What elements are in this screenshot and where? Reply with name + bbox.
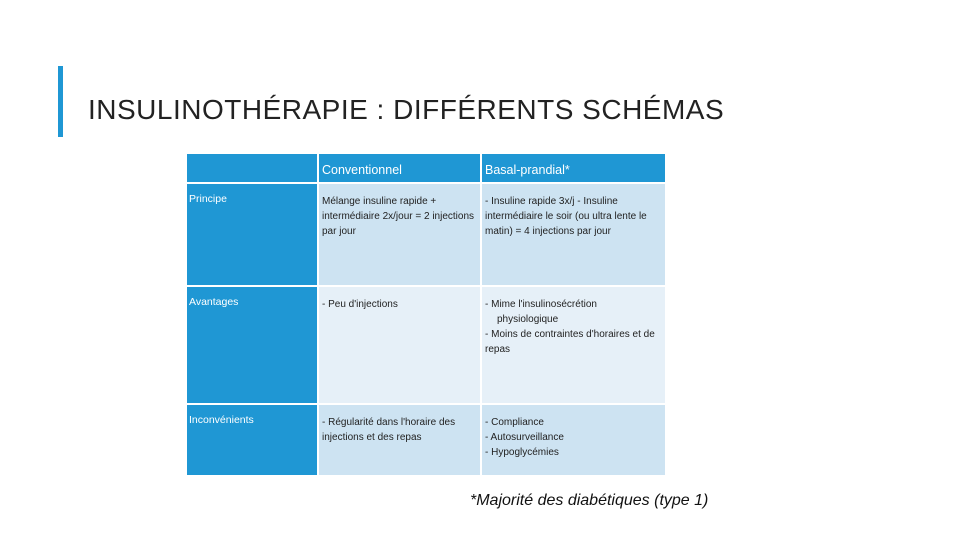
cell-inconvenients-conventionnel: - Régularité dans l'horaire des injections et des repas [318, 404, 481, 476]
table-row-avantages [186, 286, 666, 404]
cell-avantages-conventionnel: - Peu d'injections [318, 286, 481, 404]
cell-avantages-basal [481, 286, 666, 404]
table-row-inconvenients [186, 404, 666, 476]
row-label-inconvenients: Inconvénients [186, 404, 318, 476]
inconvenients-basal-line-3: - Hypoglycémies [485, 447, 559, 458]
avantages-basal-line-2: physiologique [497, 314, 559, 325]
title-accent-bar [58, 66, 63, 137]
header-conventionnel: Conventionnel [318, 153, 481, 183]
row-label-principe: Principe [186, 183, 318, 286]
inconvenients-basal-line-2: - Autosurveillance [485, 432, 564, 443]
header-blank [186, 153, 318, 183]
inconvenients-basal-line-1: - Compliance [485, 417, 544, 428]
header-basal-prandial: Basal-prandial* [481, 153, 666, 183]
avantages-basal-line-1: - Mime l'insulinosécrétion [485, 299, 597, 310]
cell-principe-basal: - Insuline rapide 3x/j - Insuline intermédiaire le soir (ou ultra lente le matin) = 4 injections par jour [481, 183, 666, 286]
cell-inconvenients-basal [481, 404, 666, 476]
table-header-row [186, 153, 666, 183]
avantages-basal-line-3: - Moins de contraintes d'horaires et de repas [485, 329, 655, 355]
slide-title: INSULINOTHÉRAPIE : DIFFÉRENTS SCHÉMAS [88, 94, 725, 125]
row-label-avantages: Avantages [186, 286, 318, 404]
footnote: *Majorité des diabétiques (type 1) [470, 492, 709, 509]
comparison-table [185, 152, 667, 477]
table-row-principe [186, 183, 666, 286]
cell-principe-conventionnel: Mélange insuline rapide + intermédiaire 2x/jour = 2 injections par jour [318, 183, 481, 286]
